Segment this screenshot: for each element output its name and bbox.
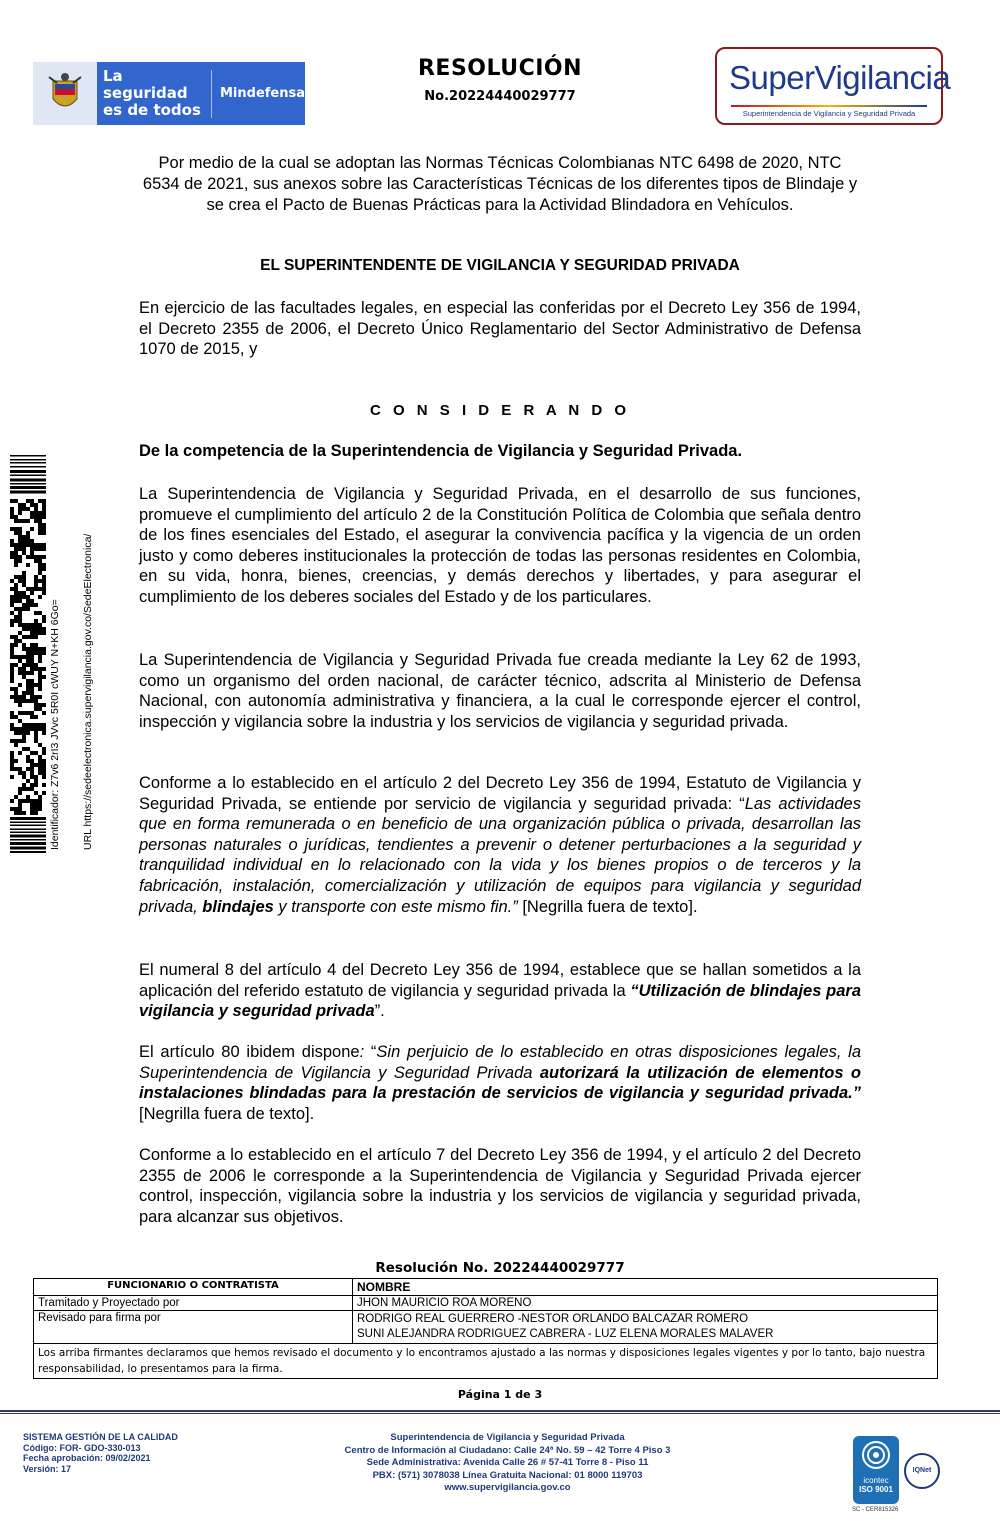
table-header-row: [34, 1279, 938, 1296]
contact-citizen-center: Centro de Información al Ciudadano: Calle 24ª No. 59 – 42 Torre 4 Piso 3: [344, 1444, 671, 1456]
signers-declaration: Los arriba firmantes declaramos que hemos revisado el documento y lo encontramos ajustado a las normas y disposiciones legales vigentes y por lo tanto, bajo nuestra responsabilidad, lo presentamos para la firma.: [34, 1344, 938, 1379]
paragraph-3-tail: [Negrilla fuera de texto].: [517, 897, 698, 916]
supervigilancia-logo-text: SuperVigilancia: [729, 59, 951, 96]
legal-powers-paragraph: En ejercicio de las facultades legales, en especial las conferidas por el Decreto Ley 356 de 1994, el Decreto 2355 de 2006, el Decreto Único Reglamentario del Sector Administrativo de Defensa 1070 de 2015, y: [139, 299, 861, 359]
contact-info: [290, 1432, 725, 1495]
paragraph-3-quote: Las actividades que en forma remunerada o en beneficio de una organización pública o privada, desarrollan las personas naturales o jurídicas, tendientes a prevenir o detener perturbaciones a la seguridad y tranquilidad individual en lo relacionado con la vida y los bienes propios o de terceros y la fabricación, instalación, comercialización y utilización de equipos para vigilancia y seguridad privada,: [139, 794, 861, 916]
logo-divider: [211, 70, 212, 118]
document-title: RESOLUCIÓN: [417, 56, 583, 81]
page-number: Página 1 de 3: [457, 1388, 543, 1401]
contact-website[interactable]: www.supervigilancia.gov.co: [444, 1482, 571, 1493]
paragraph-5: [139, 1042, 861, 1124]
quality-system-title: SISTEMA GESTIÓN DE LA CALIDAD: [23, 1432, 178, 1442]
mindefensa-label: Mindefensa: [220, 86, 306, 101]
resolution-intro: Por medio de la cual se adoptan las Normas Técnicas Colombianas NTC 6498 de 2020, NTC 6534 de 2021, sus anexos sobre las Características Técnicas de los diferentes tipos de Blindaje y se crea el Pacto de Buenas Prácticas para la Actividad Blindadora en Vehículos.: [142, 154, 858, 214]
paragraph-5-open-quote: “: [370, 1043, 377, 1061]
gov-slogan-line2: es de todos: [103, 101, 201, 119]
paragraph-4-lead: El numeral 8 del artículo 4 del Decreto Ley 356 de 1994, establece que se hallan sometidos a la aplicación del referido estatuto de vigilancia y seguridad privada la: [139, 961, 861, 1000]
paragraph-3-bold: blindajes: [202, 897, 274, 916]
icontec-certification-icon: [853, 1436, 899, 1504]
gov-logo: [33, 62, 305, 125]
table-cell-names: [353, 1311, 938, 1344]
logo-underline: [731, 105, 927, 107]
icontec-label: icontec: [863, 1476, 889, 1485]
quality-system-code: Código: FOR- GDO-330-013: [23, 1442, 141, 1453]
paragraph-3: [139, 773, 861, 917]
table-cell-names: JHON MAURICIO ROA MORENO: [353, 1296, 938, 1311]
paragraph-4-tail: ”.: [374, 1002, 385, 1021]
iso-label: ISO 9001: [859, 1485, 893, 1494]
paragraph-5-colon: :: [359, 1043, 371, 1061]
table-caption: Resolución No. 20224440029777: [375, 1260, 625, 1276]
supervigilancia-logo-subtitle: Superintendencia de Vigilancia y Seguridad Privada: [742, 109, 916, 118]
reviewer-names-line2: SUNI ALEJANDRA RODRIGUEZ CABRERA - LUZ ELENA MORALES MALAVER: [357, 1328, 774, 1340]
paragraph-3-lead: Conforme a lo establecido en el artículo 2 del Decreto Ley 356 de 1994, Estatuto de Vigilancia y Seguridad Privada, se entiende por servicio de vigilancia y seguridad privada: “: [139, 774, 861, 813]
gov-slogan: [97, 68, 203, 119]
table-row: [34, 1311, 938, 1344]
gov-slogan-line1: La seguridad: [103, 67, 188, 102]
paragraph-4: [139, 960, 861, 1022]
resolution-number: No.20224440029777: [424, 89, 576, 104]
signature-table: [33, 1278, 938, 1379]
quality-system-version: Versión: 17: [23, 1463, 72, 1474]
quality-system-date: Fecha aprobación: 09/02/2021: [23, 1453, 151, 1463]
verification-url: URL https://sedeelectronica.supervigilancia.gov.co/SedeElectronica/: [82, 533, 94, 850]
paragraph-5-bold: autorizará la utilización de elementos o instalaciones blindadas para la prestación de servicios de vigilancia y seguridad privada.”: [139, 1063, 861, 1103]
paragraph-1: La Superintendencia de Vigilancia y Seguridad Privada, en el desarrollo de sus funciones, promueve el cumplimiento del artículo 2 de la Constitución Política de Colombia que señala dentro de los fines esenciales del Estado, el asegurar la convivencia pacífica y la vigencia de un orden justo y como deberes institucionales la protección de todas las personas residentes en Colombia, en su vida, honra, bienes, creencias, y demás derechos y libertades, y para asegurar el cumplimiento de los deberes sociales del Estado y de los particulares.: [139, 485, 861, 606]
contact-entity: Superintendencia de Vigilancia y Seguridad Privada: [390, 1432, 625, 1443]
paragraph-2: La Superintendencia de Vigilancia y Seguridad Privada fue creada mediante la Ley 62 de 1993, como un organismo del orden nacional, de carácter técnico, adscrita al Ministerio de Defensa Nacional, con autonomía administrativa y financiera, a la cual le corresponde ejercer el control, inspección y vigilancia sobre la industria y los servicios de vigilancia y seguridad privada.: [139, 651, 861, 731]
contact-admin-office: Sede Administrativa: Avenida Calle 26 # 57-41 Torre 8 - Piso 11: [366, 1457, 649, 1468]
icontec-spiral-icon: [853, 1436, 899, 1474]
supervigilancia-logo: [715, 47, 951, 125]
considerando-heading: C O N S I D E R A N D O: [369, 402, 631, 419]
barcode-icon: [10, 455, 46, 853]
table-row: [34, 1296, 938, 1311]
paragraph-3-quote-end: y transporte con este mismo fin.”: [273, 897, 518, 916]
table-header-role: FUNCIONARIO O CONTRATISTA: [34, 1279, 353, 1296]
certificate-code: SC - CER815326: [852, 1507, 899, 1513]
paragraph-4-quote: “Utilización de blindajes para vigilancia y seguridad privada: [139, 981, 862, 1021]
contact-phone: PBX: (571) 3078038 Línea Gratuita Nacional: 01 8000 119703: [372, 1469, 643, 1481]
superintendent-heading: EL SUPERINTENDENTE DE VIGILANCIA Y SEGURIDAD PRIVADA: [260, 257, 740, 274]
table-header-name: NOMBRE: [353, 1279, 938, 1296]
paragraph-5-lead: El artículo 80 ibidem dispone: [139, 1043, 360, 1061]
reviewer-names-line1: RODRIGO REAL GUERRERO -NESTOR ORLANDO BALCAZAR ROMERO: [357, 1313, 749, 1325]
paragraph-5-tail: [Negrilla fuera de texto].: [139, 1104, 315, 1123]
table-note-row: [34, 1344, 938, 1379]
coat-of-arms-icon: [33, 62, 97, 125]
footer-divider-thin: [0, 1413, 1000, 1414]
table-cell-role: Tramitado y Proyectado por: [34, 1296, 353, 1311]
paragraph-5-quote: Sin perjuicio de lo establecido en otras disposiciones legales, la Superintendencia de Vigilancia y Seguridad Privada: [139, 1043, 862, 1082]
iqnet-certification-icon: IQNet: [904, 1453, 940, 1489]
competence-subheading: De la competencia de la Superintendencia de Vigilancia y Seguridad Privada.: [139, 442, 743, 460]
footer-divider: [0, 1410, 1000, 1412]
table-cell-role: Revisado para firma por: [34, 1311, 353, 1344]
quality-system-info: [23, 1432, 178, 1474]
paragraph-6: Conforme a lo establecido en el artículo 7 del Decreto Ley 356 de 1994, y el artículo 2 del Decreto 2355 de 2006 le corresponde a la Superintendencia de Vigilancia y Seguridad Privada ejercer control, inspección, vigilancia sobre la industria y los servicios de vigilancia y seguridad privada, para alcanzar sus objetivos.: [139, 1146, 861, 1226]
document-identifier: Identificador: Z7v6 2rI3 JVvc 5R0I cWUY N+KH 6Go=: [49, 599, 61, 850]
